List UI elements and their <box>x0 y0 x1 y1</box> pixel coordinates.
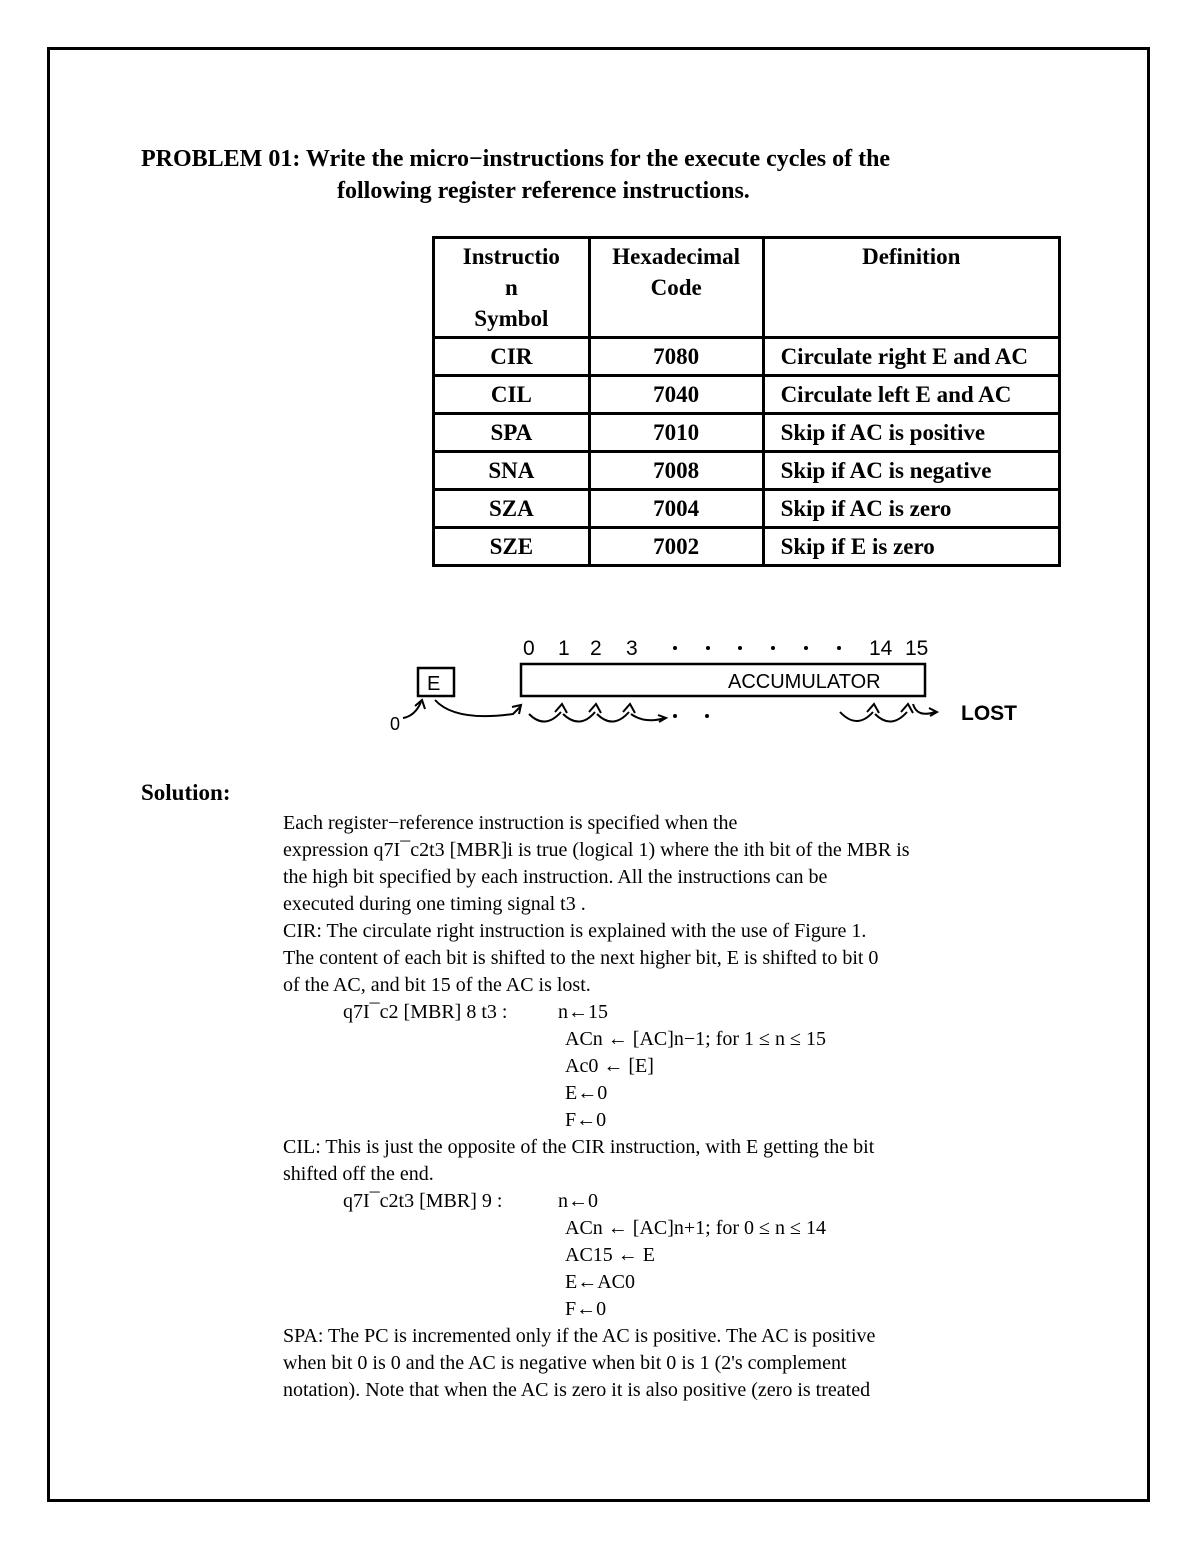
cir-op: F←0 <box>565 1109 607 1131</box>
table-row <box>434 452 1060 490</box>
accumulator-label: ACCUMULATOR <box>728 671 881 693</box>
e-label: E <box>427 673 441 695</box>
table-row <box>434 490 1060 528</box>
table-row <box>434 376 1060 414</box>
cell-code: 7008 <box>589 452 763 490</box>
table-header-row <box>434 238 1060 338</box>
bit-label-3: 3 <box>626 637 638 660</box>
cell-symbol: SNA <box>434 452 590 490</box>
cell-code: 7080 <box>589 338 763 376</box>
header-definition: Definition <box>763 238 1059 338</box>
cell-code: 7002 <box>589 528 763 566</box>
shift-arrows <box>403 700 937 722</box>
cir-microop-block <box>283 999 1043 1026</box>
bit-label-15: 15 <box>905 637 929 660</box>
cir-op: Ac0 ← [E] <box>565 1055 654 1077</box>
cell-symbol: CIL <box>434 376 590 414</box>
cil-op: AC15 ← E <box>565 1244 655 1266</box>
lost-label: LOST <box>961 702 1017 725</box>
cil-line: CIL: This is just the opposite of the CIR instruction, with E getting the bit <box>283 1136 875 1158</box>
cell-definition: Skip if AC is negative <box>763 452 1059 490</box>
cil-op: ACn ← [AC]n+1; for 0 ≤ n ≤ 14 <box>565 1217 826 1239</box>
cell-symbol: SPA <box>434 414 590 452</box>
spa-line: SPA: The PC is incremented only if the AC is positive. The AC is positive <box>283 1325 876 1347</box>
cil-line: shifted off the end. <box>283 1163 434 1185</box>
cil-op: E←AC0 <box>565 1271 635 1293</box>
cell-code: 7040 <box>589 376 763 414</box>
bit-label-1: 1 <box>558 637 570 660</box>
table-row <box>434 528 1060 566</box>
cil-op: F←0 <box>565 1298 607 1320</box>
cell-symbol: SZE <box>434 528 590 566</box>
spa-line: when bit 0 is 0 and the AC is negative when bit 0 is 1 (2's complement <box>283 1352 847 1374</box>
cell-definition: Circulate right E and AC <box>763 338 1059 376</box>
solution-heading: Solution: <box>141 780 231 805</box>
intro-line: Each register−reference instruction is specified when the <box>283 812 738 834</box>
cir-line: The content of each bit is shifted to the next higher bit, E is shifted to bit 0 <box>283 947 879 969</box>
cir-op: n←15 <box>558 1001 608 1023</box>
problem-line-1: PROBLEM 01: Write the micro−instructions for the execute cycles of the <box>141 146 891 172</box>
intro-line: expression q7I¯c2t3 [MBR]i is true (logical 1) where the ith bit of the MBR is <box>283 839 910 861</box>
cell-definition: Skip if AC is positive <box>763 414 1059 452</box>
problem-line-2: following register reference instructions. <box>337 178 750 204</box>
cil-condition: q7I¯c2t3 [MBR] 9 : <box>343 1190 503 1212</box>
cell-symbol: SZA <box>434 490 590 528</box>
solution-body <box>283 810 1043 1404</box>
bit-label-14: 14 <box>869 637 893 660</box>
problem-statement <box>141 143 1121 207</box>
cell-definition: Skip if E is zero <box>763 528 1059 566</box>
cell-symbol: CIR <box>434 338 590 376</box>
spa-line: notation). Note that when the AC is zero it is also positive (zero is treated <box>283 1379 871 1401</box>
bit-label-2: 2 <box>590 637 602 660</box>
cir-op: ACn ← [AC]n−1; for 1 ≤ n ≤ 15 <box>565 1028 826 1050</box>
cir-condition: q7I¯c2 [MBR] 8 t3 : <box>343 1001 508 1023</box>
intro-line: the high bit specified by each instruction. All the instructions can be <box>283 866 828 888</box>
cell-code: 7004 <box>589 490 763 528</box>
zero-label: 0 <box>390 714 401 734</box>
cil-op: n←0 <box>558 1190 598 1212</box>
intro-line: executed during one timing signal t3 . <box>283 893 586 915</box>
header-symbol: Instructio n Symbol <box>434 238 590 338</box>
cell-definition: Skip if AC is zero <box>763 490 1059 528</box>
cir-op: E←0 <box>565 1082 608 1104</box>
cil-microop-block <box>283 1188 1043 1215</box>
cell-definition: Circulate left E and AC <box>763 376 1059 414</box>
bit-label-0: 0 <box>523 637 535 660</box>
header-code: Hexadecimal Code <box>589 238 763 338</box>
cir-line: CIR: The circulate right instruction is explained with the use of Figure 1. <box>283 920 867 942</box>
instruction-table <box>432 236 1061 567</box>
cir-line: of the AC, and bit 15 of the AC is lost. <box>283 974 591 996</box>
table-row <box>434 338 1060 376</box>
ellipsis-dots <box>673 646 841 650</box>
table-row <box>434 414 1060 452</box>
cell-code: 7010 <box>589 414 763 452</box>
accumulator-diagram <box>385 630 1025 770</box>
